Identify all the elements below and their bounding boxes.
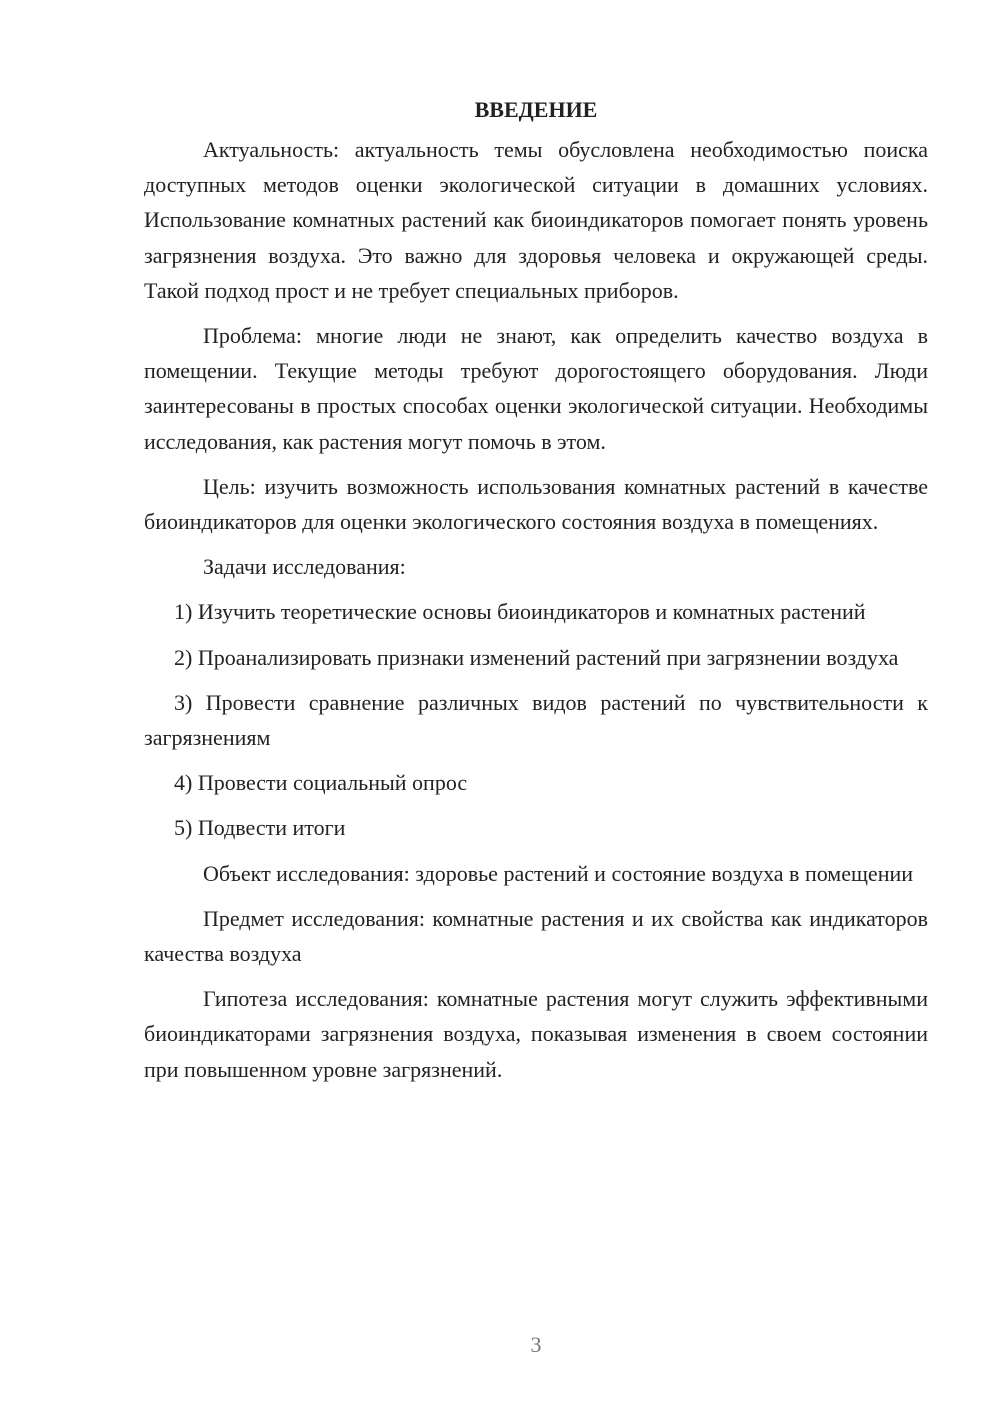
task-item: 5) Подвести итоги: [174, 815, 346, 841]
tasks-heading: Задачи исследования:: [203, 554, 406, 580]
hypothesis-paragraph: Гипотеза исследования: комнатные растения могут служить эффективными биоиндикаторами загрязнения воздуха, показывая изменения в своем состоянии при повышенном уровне загрязнений.: [144, 986, 928, 1082]
goal-paragraph: Цель: изучить возможность использования комнатных растений в качестве биоиндикаторов для оценки экологического состояния воздуха в помещениях.: [144, 473, 928, 535]
relevance-paragraph: Актуальность: актуальность темы обусловлена необходимостью поиска доступных методов оценки экологической ситуации в домашних условиях. Использование комнатных растений как биоиндикаторов помогает понять уровень загрязнения воздуха. Это важно для здоровья человека и окружающей среды. Такой подход прост и не требует специальных приборов.: [144, 137, 928, 303]
object-paragraph: Объект исследования: здоровье растений и состояние воздуха в помещении: [203, 860, 914, 886]
task-item: 2) Проанализировать признаки изменений растений при загрязнении воздуха: [174, 644, 899, 670]
page-content: [144, 92, 928, 1097]
subject-paragraph: Предмет исследования: комнатные растения и их свойства как индикаторов качества воздуха: [144, 905, 928, 967]
task-item: 3) Провести сравнение различных видов растений по чувствительности к загрязнениям: [144, 689, 928, 751]
task-item: 4) Провести социальный опрос: [174, 770, 468, 796]
page-number: 3: [530, 1332, 542, 1357]
task-item: 1) Изучить теоретические основы биоиндикаторов и комнатных растений: [174, 599, 866, 625]
problem-paragraph: Проблема: многие люди не знают, как определить качество воздуха в помещении. Текущие методы требуют дорогостоящего оборудования. Люди заинтересованы в простых способах оценки экологической ситуации. Необходимы исследования, как растения могут помочь в этом.: [144, 323, 928, 454]
section-title: ВВЕДЕНИЕ: [474, 97, 598, 122]
